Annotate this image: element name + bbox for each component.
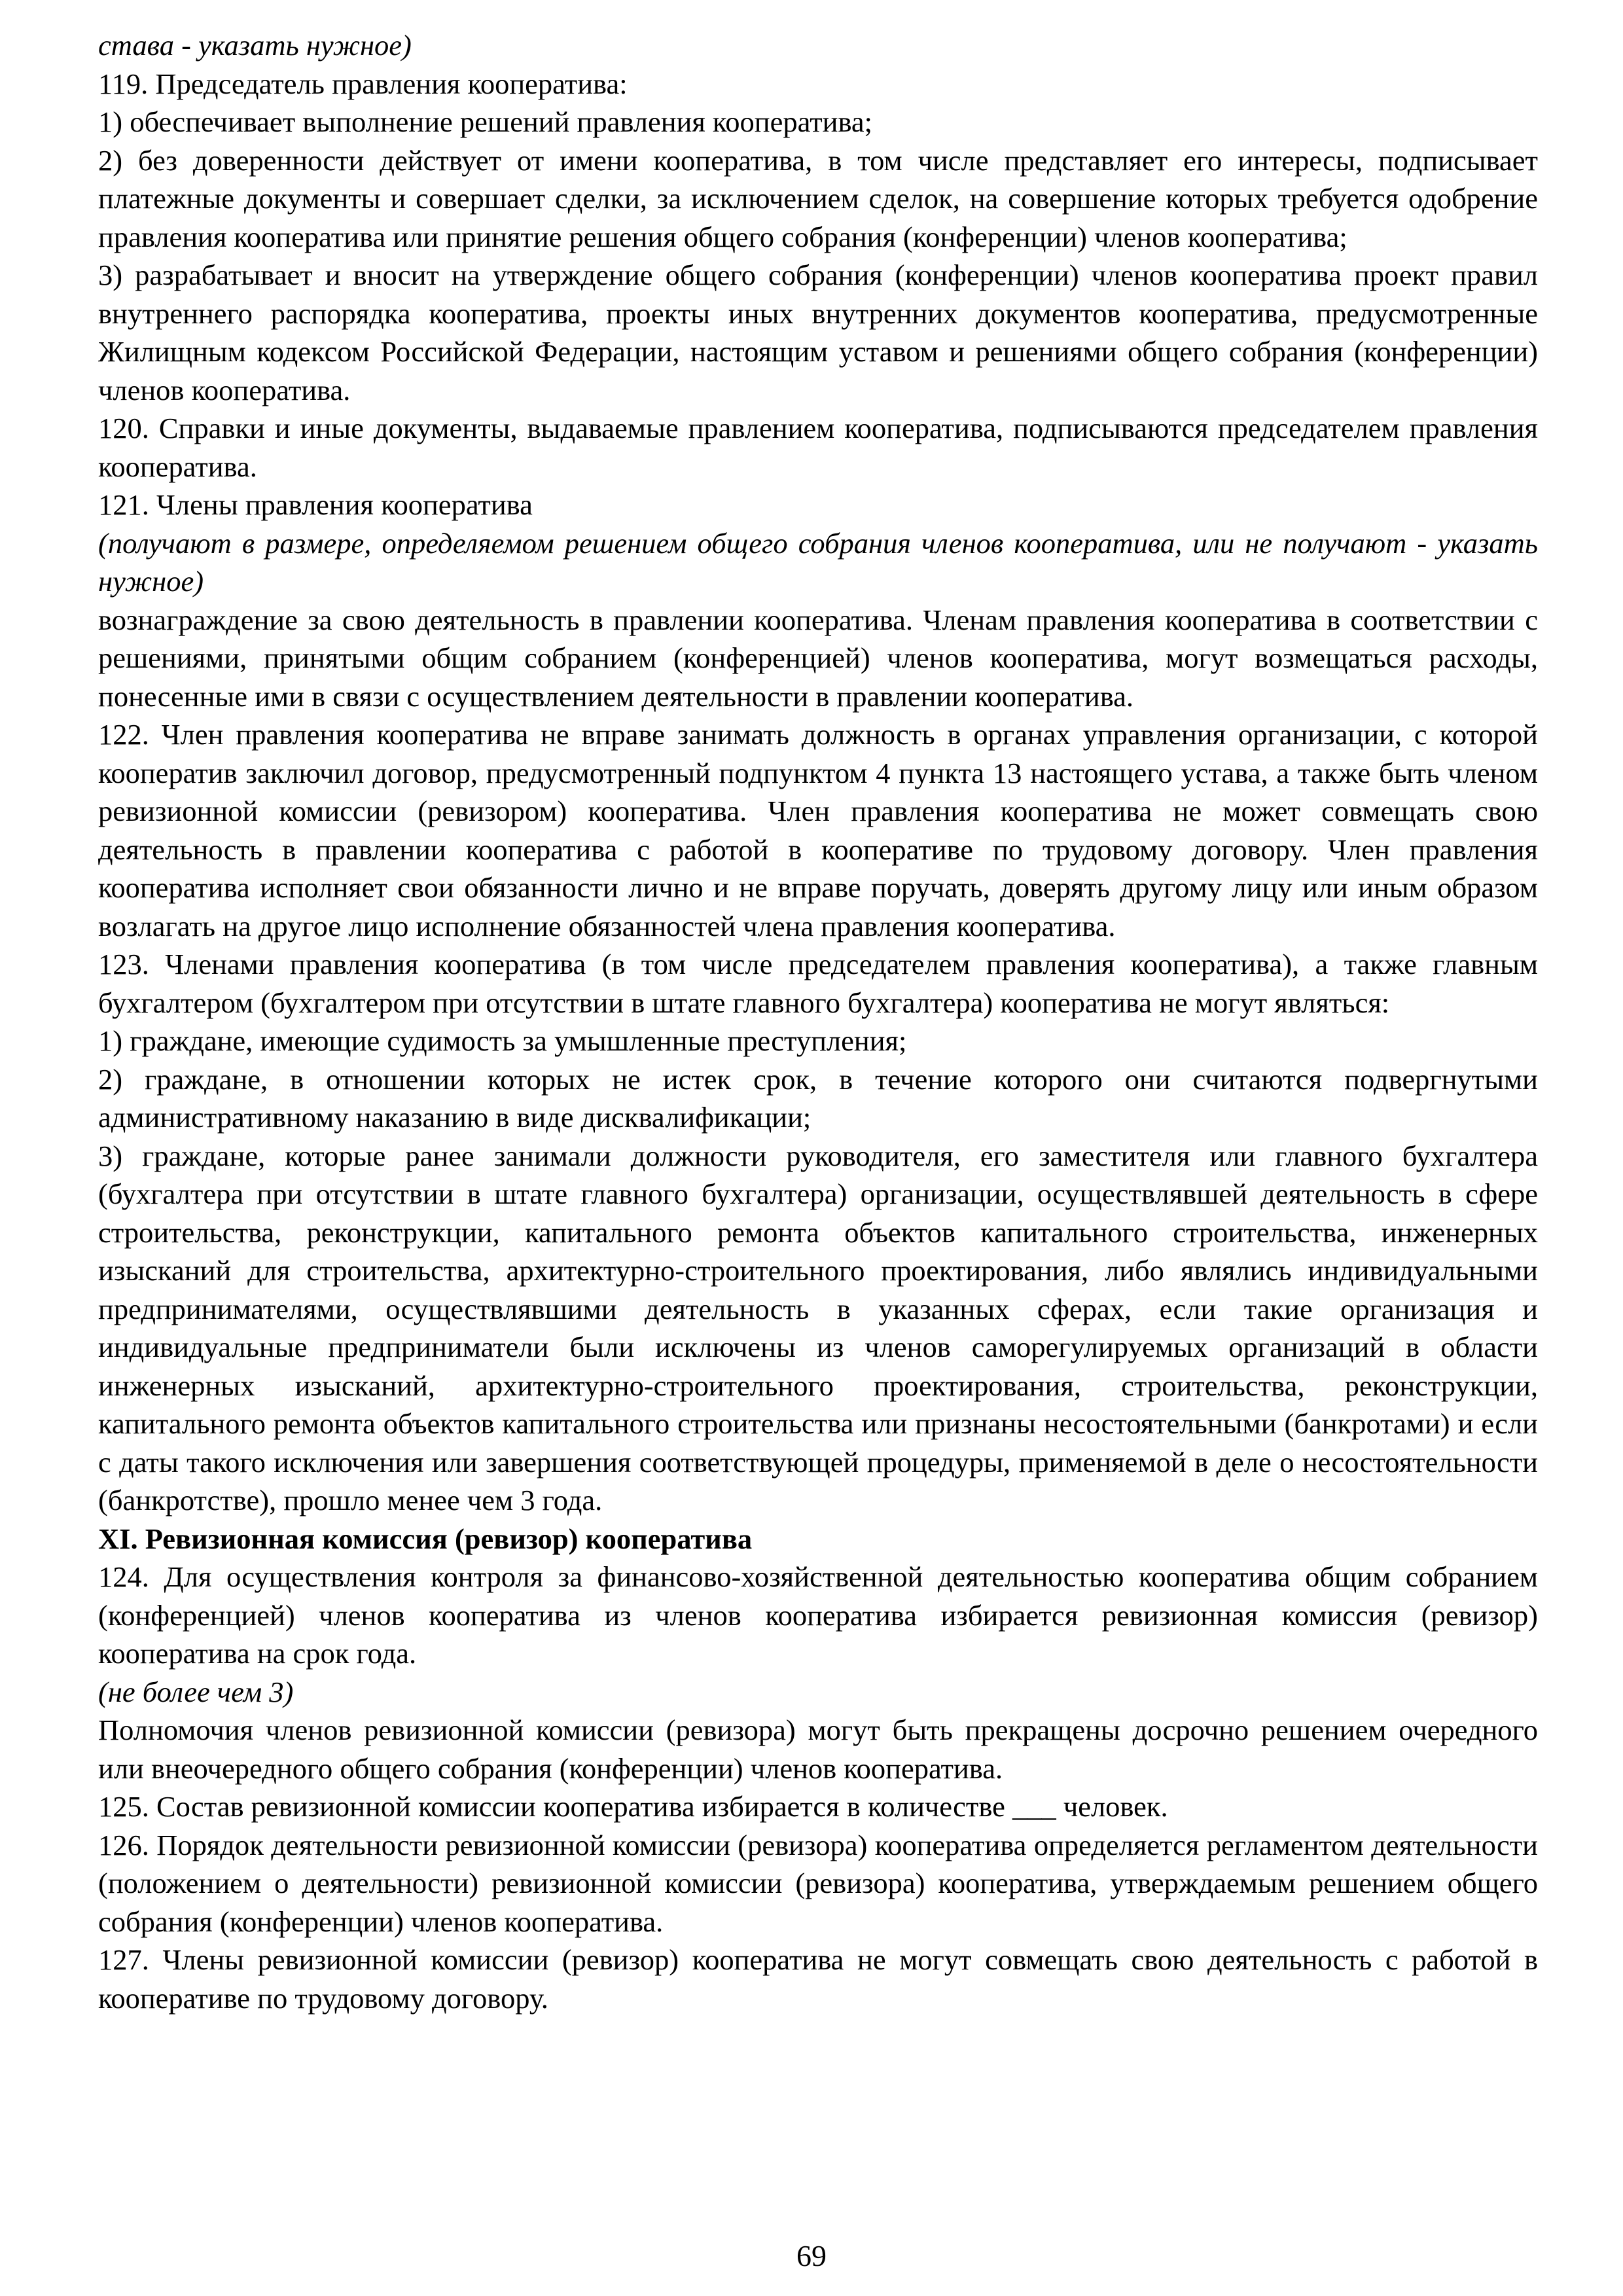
paragraph-18: 125. Состав ревизионной комиссии кооператива избирается в количестве ___ человек.: [98, 1790, 1168, 1823]
paragraph-4: 3) разрабатывает и вносит на утверждение общего собрания (конференции) членов кооператива проект правил внутреннего распорядка кооператива, проекты иных внутренних документов кооператива, предусмотренные Жилищным кодексом Российской Федерации, настоящим уставом и решениями общего собрания (конференции) членов кооператива.: [98, 259, 1538, 406]
paragraph-1: 119. Председатель правления кооператива:: [98, 67, 628, 100]
paragraph-0: става - указать нужное): [98, 29, 412, 62]
paragraph-13: 3) граждане, которые ранее занимали должности руководителя, его заместителя или главного бухгалтера (бухгалтера при отсутствии в штате главного бухгалтера) организации, осуществлявшей деятельность в сфере строительства, реконструкции, капитального ремонта объектов капитального строительства, инженерных изысканий для строительства, архитектурно-строительного проектирования, либо являлись индивидуальными предпринимателями, осуществлявшими деятельность в указанных сферах, если такие организация и индивидуальные предприниматели были исключены из членов саморегулируемых организаций в области инженерных изысканий, архитектурно-строительного проектирования, строительства, реконструкции, капитального ремонта объектов капитального строительства или признаны несостоятельными (банкротами) и если с даты такого исключения или завершения соответствующей процедуры, применяемой в деле о несостоятельности (банкротстве), прошло менее чем 3 года.: [98, 1139, 1538, 1516]
page-number: 69: [796, 2239, 827, 2272]
paragraph-15: 124. Для осуществления контроля за финансово-хозяйственной деятельностью кооператива общим собранием (конференцией) членов кооператива из членов кооператива избирается ревизионная комиссия (ревизор) кооператива на срок года.: [98, 1560, 1538, 1670]
paragraph-19: 126. Порядок деятельности ревизионной комиссии (ревизора) кооператива определяется регламентом деятельности (положением о деятельности) ревизионной комиссии (ревизора) кооператива, утверждаемым решением общего собрания (конференции) членов кооператива.: [98, 1828, 1538, 1938]
paragraph-3: 2) без доверенности действует от имени кооператива, в том числе представляет его интересы, подписывает платежные документы и совершает сделки, за исключением сделок, на совершение которых требуется одобрение правления кооператива или принятие решения общего собрания (конференции) членов кооператива;: [98, 143, 1538, 253]
paragraph-17: Полномочия членов ревизионной комиссии (ревизора) могут быть прекращены досрочно решением очередного или внеочередного общего собрания (конференции) членов кооператива.: [98, 1713, 1538, 1785]
section-heading: XI. Ревизионная комиссия (ревизор) кооператива: [98, 1522, 753, 1555]
paragraph-8: вознаграждение за свою деятельность в правлении кооператива. Членам правления кооператива в соответствии с решениями, принятыми общим собранием (конференцией) членов кооператива, могут возмещаться расходы, понесенные ими в связи с осуществлением деятельности в правлении кооператива.: [98, 603, 1538, 713]
document-body: [98, 26, 1538, 2017]
paragraph-12: 2) граждане, в отношении которых не истек срок, в течение которого они считаются подвергнутыми административному наказанию в виде дисквалификации;: [98, 1062, 1538, 1134]
paragraph-6: 121. Члены правления кооператива: [98, 488, 533, 521]
paragraph-2: 1) обеспечивает выполнение решений правления кооператива;: [98, 105, 873, 138]
paragraph-7: (получают в размере, определяемом решением общего собрания членов кооператива, или не получают - указать нужное): [98, 526, 1538, 598]
paragraph-5: 120. Справки и иные документы, выдаваемые правлением кооператива, подписываются председателем правления кооператива.: [98, 412, 1538, 483]
paragraph-9: 122. Член правления кооператива не вправе занимать должность в органах управления организации, с которой кооператив заключил договор, предусмотренный подпунктом 4 пункта 13 настоящего устава, а также быть членом ревизионной комиссии (ревизором) кооператива. Член правления кооператива не может совмещать свою деятельность в правлении кооператива с работой в кооперативе по трудовому договору. Член правления кооператива исполняет свои обязанности лично и не вправе поручать, доверять другому лицу или иным образом возлагать на другое лицо исполнение обязанностей члена правления кооператива.: [98, 718, 1538, 942]
paragraph-10: 123. Членами правления кооператива (в том числе председателем правления кооператива), а также главным бухгалтером (бухгалтером при отсутствии в штате главного бухгалтера) кооператива не могут являться:: [98, 948, 1538, 1019]
paragraph-11: 1) граждане, имеющие судимость за умышленные преступления;: [98, 1024, 907, 1057]
paragraph-16: (не более чем 3): [98, 1675, 294, 1708]
paragraph-20: 127. Члены ревизионной комиссии (ревизор) кооператива не могут совмещать свою деятельность с работой в кооперативе по трудовому договору.: [98, 1943, 1538, 2015]
